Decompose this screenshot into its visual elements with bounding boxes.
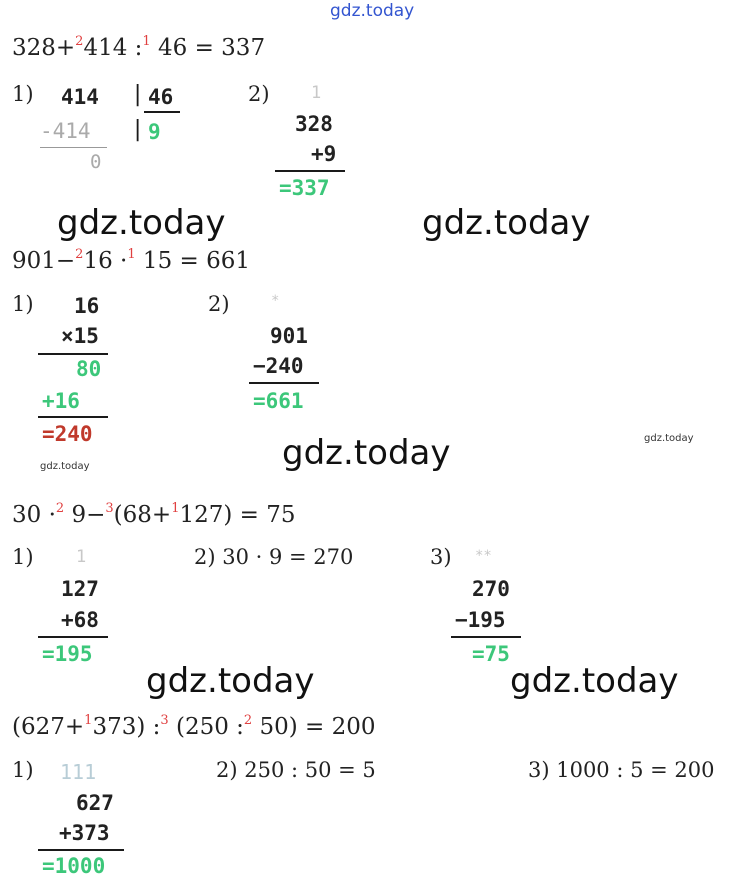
factor: 16 [74,294,100,318]
step-label: 2) [208,292,230,316]
step-label: 2) [248,82,270,106]
watermark: gdz.today [282,433,451,473]
step-2-text: 2) 30 · 9 = 270 [194,545,354,569]
dividend: 414 [61,85,99,109]
difference-line [451,636,521,638]
watermark-top: gdz.today [330,1,415,21]
step-label: 3) [430,545,452,569]
subtrahend: −240 [253,354,304,378]
subtraction-line [40,147,107,148]
divisor-underline [144,111,180,113]
watermark-small: gdz.today [40,461,90,472]
step-3-text: 3) 1000 : 5 = 200 [528,758,715,782]
watermark: gdz.today [57,203,226,243]
minuend: 270 [472,577,510,601]
addend: 627 [76,791,114,815]
addend: 328 [295,112,333,136]
addend: +373 [59,821,110,845]
watermark: gdz.today [146,661,315,701]
sum-result: =337 [279,176,330,200]
sum-line [38,636,108,638]
subtrahend: -414 [40,119,91,143]
borrow-mark: * [271,293,280,309]
addend: 127 [61,577,99,601]
quotient: 9 [148,120,161,144]
borrow-mark: ** [475,548,492,564]
step-2-text: 2) 250 : 50 = 5 [216,758,376,782]
equation-2: 901−$^2$16 ·$^1$ 15 = 661 [12,247,250,274]
watermark: gdz.today [422,203,591,243]
equation-3: 30 ·$^2$ 9−$^3$(68+$^1$127) = 75 [12,501,296,528]
sum-result: =1000 [42,854,106,878]
divisor: 46 [148,85,174,109]
carry-digit: 1 [311,83,322,103]
equation-1: 328+$^2$414 :$^1$ 46 = 337 [12,34,266,61]
watermark: gdz.today [510,661,679,701]
division-bar: | [131,117,145,142]
equation-4: (627+$^1$373) :$^3$ (250 :$^2$ 50) = 200 [12,713,376,740]
product-result: =240 [42,422,93,446]
subtrahend: −195 [455,608,506,632]
sum-line [275,170,345,172]
partial-product: +16 [42,389,80,413]
carry-digit: 1 [76,547,87,567]
carry-digits: 111 [60,760,97,784]
minuend: 901 [270,324,308,348]
partial-product: 80 [76,357,102,381]
factor: ×15 [61,324,99,348]
difference-result: =661 [253,389,304,413]
sum-result: =195 [42,642,93,666]
remainder: 0 [90,151,102,173]
difference-line [249,382,319,384]
addend: +68 [61,608,99,632]
step-label: 1) [12,545,34,569]
step-label: 1) [12,292,34,316]
addend: +9 [311,142,337,166]
division-bar: | [131,82,145,107]
step-label: 1) [12,82,34,106]
product-line [38,416,108,418]
watermark-small: gdz.today [644,433,694,444]
step-label: 1) [12,758,34,782]
product-line [38,353,108,355]
sum-line [38,849,124,851]
difference-result: =75 [472,642,510,666]
